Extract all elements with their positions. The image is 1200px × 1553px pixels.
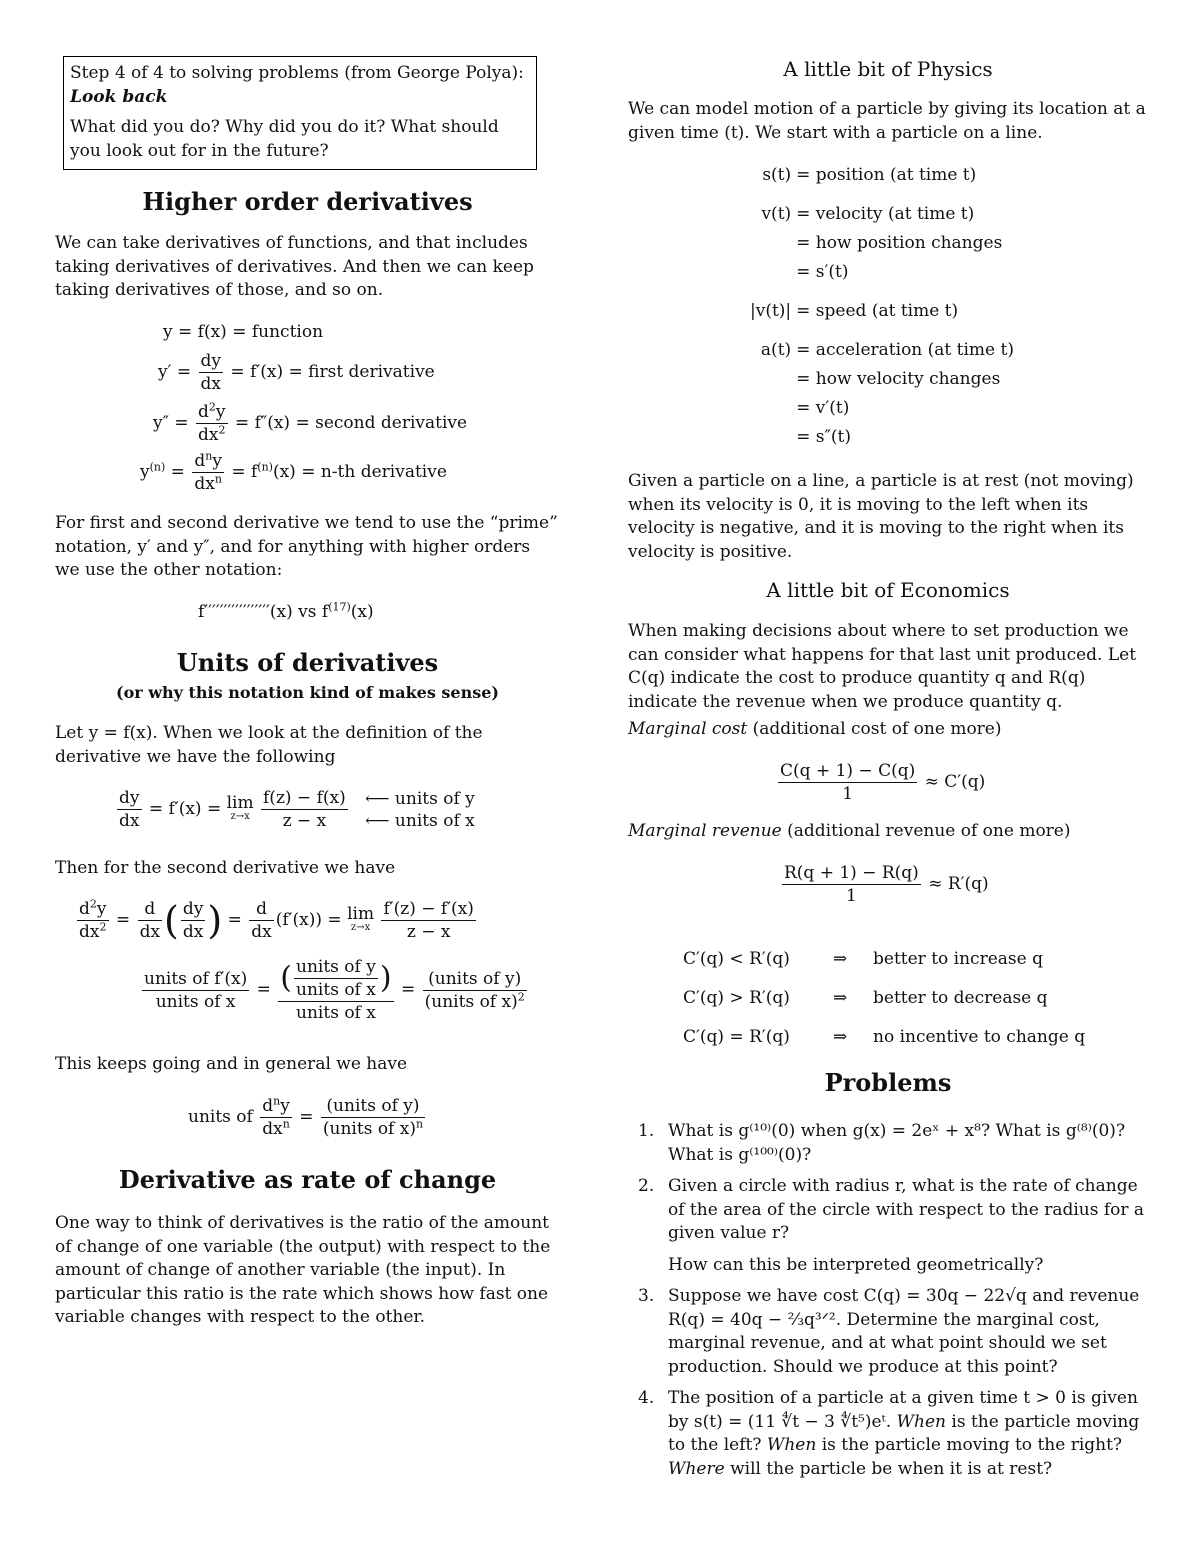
eq4-rhs: (x) = n-th derivative <box>272 462 447 482</box>
phys-rhs-5: = acceleration (at time t) <box>796 339 1014 360</box>
physics-intro: We can model motion of a particle by giving its location at a given time (t). We start with a particle on a line. <box>628 99 1146 143</box>
eq-second-derivative-limit: $\frac{d^2y}{dx^2}$ = $\frac{d}{dx}$ ( $\frac{dy}{dx}$ ) = $\frac{d}{dx}$ (f′(x)) = lim z→x $\frac{f'(z) - f'(x)}{z - x}$ <box>79 897 474 943</box>
phys-rhs-2: = how position changes <box>796 232 1003 253</box>
eq-second-derivative: y″ = $\frac{d^2y}{dx^2}$ = f″(x) = second derivative <box>153 400 468 445</box>
notation-example-main: f′′′′′′′′′′′′′′′′′(x) vs f <box>198 602 329 622</box>
mc-den: 1 <box>842 784 854 804</box>
problem-2b-text: How can this be interpreted geometrically? <box>668 1254 1044 1275</box>
units-x-sq: (units of x) <box>424 991 518 1012</box>
rule-arrow-2: ⇒ <box>833 1026 848 1047</box>
problem-4-where: Where <box>668 1458 725 1479</box>
phys-rhs-6: = how velocity changes <box>796 368 1001 389</box>
mr-label: Marginal revenue <box>628 821 782 841</box>
units-fprime: units of f′(x) <box>144 968 248 989</box>
units-x-general: (units of x) <box>322 1119 416 1139</box>
units-y-inner: units of y <box>296 957 376 977</box>
units-x-1: units of x <box>155 991 236 1012</box>
rule-cond-1: C′(q) > R′(q) <box>683 987 790 1008</box>
phys-rhs-0: = position (at time t) <box>796 164 977 185</box>
problem-2: 2. Given a circle with radius r, what is the rate of change of the area of the circle with respect to the radius for a given value r? How can this be interpreted geometrically? <box>628 1175 1148 1277</box>
problem-4-when2: When <box>766 1435 817 1455</box>
eq-units-second: $\frac{\text{units of f′(x)}}{\text{units of x}}$ = ( $\frac{\text{units of y}}{\text{units of x}}$ ) units of x = $\frac{\text{(units of y)}}{(units of x)^2}$ <box>144 957 525 1023</box>
eq-limit-definition: $\frac{dy}{dx}$ = f′(x) = lim z→x $\frac{f(z) - f(x)}{z - x}$ ⟵ units of y ⟵ units of x <box>119 788 475 831</box>
polya-line3: What did you do? Why did you do it? What should you look out for in the future? <box>70 117 499 161</box>
problem-4c-text: is the particle moving to the right? <box>816 1435 1123 1455</box>
phys-rhs-7: = v′(t) <box>796 397 850 418</box>
rate-text: One way to think of derivatives is the ratio of the amount of change of one variable (the output) with respect to the amount of change of another variable (the input). In particular this ratio is the rate which shows how fast one variable changes with respect to the other. <box>55 1213 551 1327</box>
mc-num: C(q + 1) − C(q) <box>780 761 916 781</box>
arrow-units-y: ⟵ units of y <box>365 788 475 809</box>
units-intro: Let y = f(x). When we look at the definition of the derivative we have the following <box>55 723 483 767</box>
problem-1-text: What is g⁽¹⁰⁾(0) when g(x) = 2eˣ + x⁸? What is g⁽⁸⁾(0)? What is g⁽¹⁰⁰⁾(0)? <box>668 1121 1126 1165</box>
notation-example <box>198 602 374 622</box>
physics-equations <box>750 160 1014 451</box>
mr-num: R(q + 1) − R(q) <box>784 863 919 883</box>
eq2-rhs: = f′(x) = first derivative <box>230 362 435 382</box>
units-y-paren: (units of y) <box>423 968 527 991</box>
rule-cond-0: C′(q) < R′(q) <box>683 948 790 969</box>
polya-line1: Step 4 of 4 to solving problems (from George Polya): <box>70 63 524 83</box>
eq-function: y = f(x) = function <box>163 322 324 342</box>
second-derivative-text: Then for the second derivative we have <box>55 858 396 878</box>
units-y-general: (units of y) <box>321 1095 425 1118</box>
general-text: This keeps going and in general we have <box>55 1054 408 1074</box>
physics-rest-text: Given a particle on a line, a particle is at rest (not moving) when its velocity is 0, it is moving to the left when its velocity is negative, and it is moving to the right when its velocity is positive. <box>628 471 1134 562</box>
mr-den: 1 <box>846 886 857 906</box>
phys-lhs-1: v(t) <box>761 203 792 224</box>
phys-lhs-0: s(t) <box>762 164 792 185</box>
problem-4d-text: will the particle be when it is at rest? <box>724 1458 1053 1479</box>
eq1-rhs: f(x) = function <box>197 322 324 342</box>
economics-intro: When making decisions about where to set production we can consider what happens for that last unit produced. Let C(q) indicate the cost to produce quantity q and R(q) indicate the revenue when we produce quantity q. <box>628 621 1137 712</box>
units-x-2: units of x <box>296 1003 376 1023</box>
eq-marginal-revenue <box>780 862 989 907</box>
units-title: Units of derivatives <box>176 648 439 677</box>
units-subtitle: (or why this notation kind of makes sense) <box>116 683 499 702</box>
mc-rhs: ≈ C′(q) <box>924 772 986 792</box>
arrow-units-x: ⟵ units of x <box>365 810 475 831</box>
higher-order-intro: We can take derivatives of functions, and that includes taking derivatives of derivatives. And then we can keep taking derivatives of those, and so on. <box>55 233 534 300</box>
problem-4b-text: is the particle moving to the left? <box>668 1411 1140 1455</box>
problems-list <box>628 1120 1148 1481</box>
problem-4: 4. The position of a particle at a given time t > 0 is given by s(t) = (11 ∜t − 3 ∜t⁵)eᵗ. When is the particle moving to the left? When is the particle moving to the right? Where will the particle be when it is at rest? <box>638 1388 1140 1479</box>
problem-1: 1. What is g⁽¹⁰⁾(0) when g(x) = 2eˣ + x⁸? What is g⁽⁸⁾(0)? What is g⁽¹⁰⁰⁾(0)? <box>638 1121 1126 1165</box>
rule-result-2: no incentive to change q <box>873 1026 1086 1047</box>
polya-box <box>63 56 537 170</box>
eq-units-general: units of $\frac{d^ny}{dx^n}$ = $\frac{\text{(units of y)}}{(units of x)^n}$ <box>188 1094 424 1139</box>
mc-label: Marginal cost <box>628 719 748 739</box>
mr-rhs: ≈ R′(q) <box>928 874 989 894</box>
problem-4-when1: When <box>896 1411 946 1432</box>
units-x-inner: units of x <box>296 980 376 1000</box>
phys-rhs-8: = s″(t) <box>796 426 851 447</box>
rule-cond-2: C′(q) = R′(q) <box>683 1026 790 1047</box>
mc-rest: (additional cost of one more) <box>747 719 1002 739</box>
problem-3-text: Suppose we have cost C(q) = 30q − 22√q and revenue R(q) = 40q − ⅔q³ᐟ². Determine the marginal cost, marginal revenue, and at what point should we set production. Should we produce at this point? <box>668 1286 1140 1377</box>
phys-lhs-4: |v(t)| <box>750 300 792 321</box>
problem-4a-text: The position of a particle at a given time t > 0 is given by s(t) = (11 ∜t − 3 ∜t⁵)eᵗ. <box>668 1388 1138 1432</box>
rate-title: Derivative as rate of change <box>118 1165 497 1194</box>
notation-text: For first and second derivative we tend to use the “prime” notation, y′ and y″, and for anything with higher orders we use the other notation: <box>55 513 558 580</box>
rule-arrow-1: ⇒ <box>833 987 848 1008</box>
rule-arrow-0: ⇒ <box>833 948 848 969</box>
phys-rhs-3: = s′(t) <box>796 261 849 282</box>
marginal-rules <box>683 939 1085 1056</box>
rule-result-0: better to increase q <box>873 948 1043 969</box>
units-of-label: units of <box>188 1107 253 1127</box>
eq-nth-derivative: $y^{(n)}$ = $\frac{d^ny}{dx^n}$ = $f^{(n)}(x) = n-th$ derivative <box>140 449 447 494</box>
problem-2-text: Given a circle with radius r, what is the rate of change of the area of the circle with respect to the radius for a given value r? <box>668 1176 1145 1243</box>
problem-3: 3. Suppose we have cost C(q) = 30q − 22√q and revenue R(q) = 40q − ⅔q³ᐟ². Determine the marginal cost, marginal revenue, and at what point should we set production. Should we produce at this point? <box>638 1286 1140 1377</box>
problems-title: Problems <box>824 1068 952 1097</box>
economics-title: A little bit of Economics <box>766 578 1010 602</box>
notation-example-end: (x) <box>350 602 374 622</box>
marginal-cost-text <box>628 718 1148 742</box>
higher-order-title: Higher order derivatives <box>142 187 473 216</box>
phys-rhs-1: = velocity (at time t) <box>796 203 975 224</box>
phys-lhs-5: a(t) <box>760 339 792 360</box>
mr-rest: (additional revenue of one more) <box>781 821 1071 841</box>
eq-first-derivative: y′ = $\frac{dy}{dx}$ = f′(x) = first derivative <box>158 351 435 394</box>
physics-title: A little bit of Physics <box>783 57 993 81</box>
marginal-revenue-text <box>628 820 1148 844</box>
notation-example-sup: (17) <box>328 600 351 614</box>
rule-result-1: better to decrease q <box>873 987 1048 1008</box>
polya-line2: Look back <box>70 87 168 107</box>
phys-rhs-4: = speed (at time t) <box>796 300 959 321</box>
eq-marginal-cost <box>776 760 985 805</box>
eq3-rhs: = f″(x) = second derivative <box>234 413 468 433</box>
